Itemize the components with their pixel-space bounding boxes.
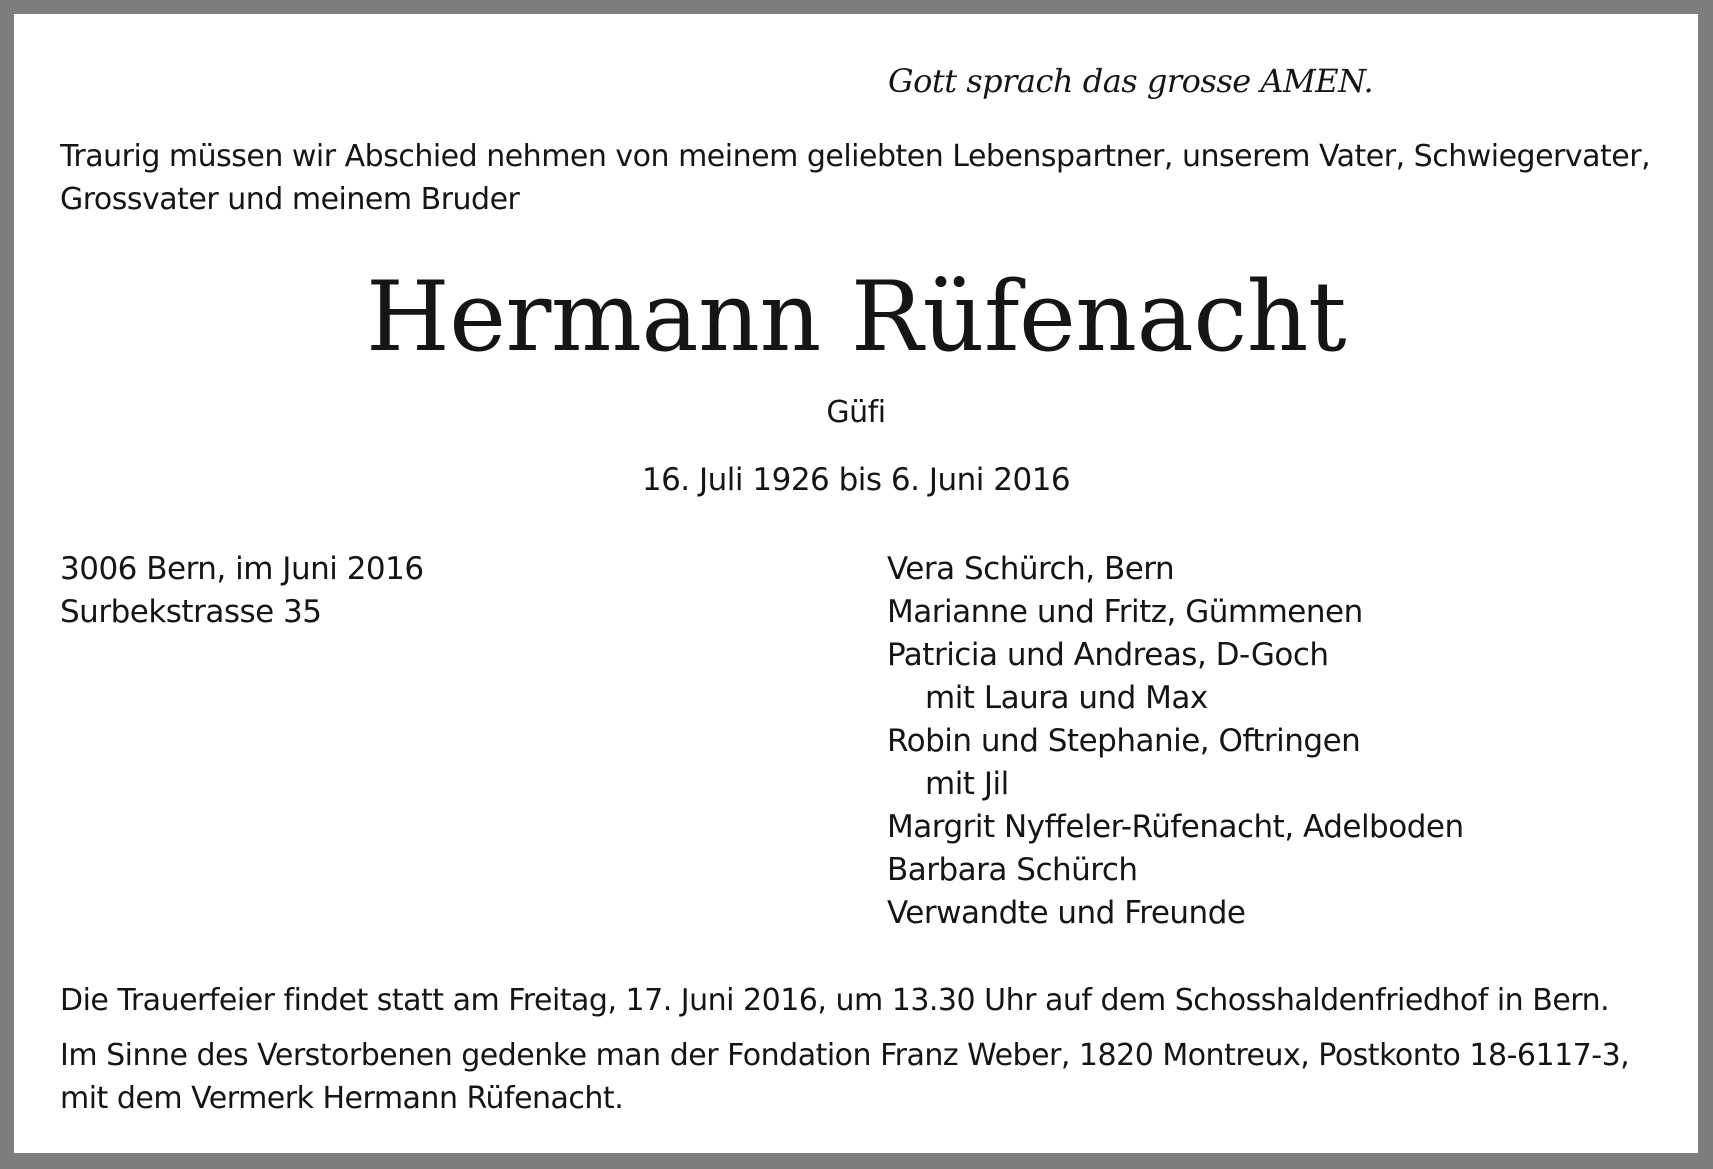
intro-text bbox=[60, 135, 1680, 221]
mourner-line: Barbara Schürch bbox=[887, 852, 1138, 888]
donation-line-2: mit dem Vermerk Hermann Rüfenacht. bbox=[60, 1081, 624, 1116]
intro-line-2: Grossvater und meinem Bruder bbox=[60, 182, 520, 217]
donation-notice bbox=[60, 1034, 1629, 1120]
mourner-line: Marianne und Fritz, Gümmenen bbox=[887, 594, 1363, 630]
mourner-line: Robin und Stephanie, Oftringen bbox=[887, 723, 1361, 759]
mourner-line: mit Laura und Max bbox=[925, 680, 1208, 716]
epigraph-quote: Gott sprach das grosse AMEN. bbox=[888, 62, 1374, 100]
donation-line-1: Im Sinne des Verstorbenen gedenke man der Fondation Franz Weber, 1820 Montreux, Postkonto 18-6117-3, bbox=[60, 1038, 1630, 1073]
deceased-nickname: Güfi bbox=[826, 395, 886, 430]
intro-line-1: Traurig müssen wir Abschied nehmen von meinem geliebten Lebenspartner, unserem Vater, Schwiegervater, bbox=[60, 139, 1651, 174]
mourner-line: Patricia und Andreas, D-Goch bbox=[887, 637, 1329, 673]
address-line-2: Surbekstrasse 35 bbox=[60, 594, 322, 630]
address-block bbox=[60, 548, 424, 634]
mourners-list bbox=[887, 548, 1464, 935]
mourner-line: Vera Schürch, Bern bbox=[887, 551, 1175, 587]
deceased-name: Hermann Rüfenacht bbox=[365, 261, 1347, 373]
life-dates: 16. Juli 1926 bis 6. Juni 2016 bbox=[641, 462, 1071, 498]
obituary-notice bbox=[14, 14, 1698, 1153]
mourner-line: Verwandte und Freunde bbox=[887, 895, 1246, 931]
mourner-line: Margrit Nyffeler-Rüfenacht, Adelboden bbox=[887, 809, 1464, 845]
address-line-1: 3006 Bern, im Juni 2016 bbox=[60, 551, 424, 587]
funeral-notice: Die Trauerfeier findet statt am Freitag, 17. Juni 2016, um 13.30 Uhr auf dem Schosshaldenfriedhof in Bern. bbox=[60, 983, 1610, 1018]
mourner-line: mit Jil bbox=[925, 766, 1009, 802]
